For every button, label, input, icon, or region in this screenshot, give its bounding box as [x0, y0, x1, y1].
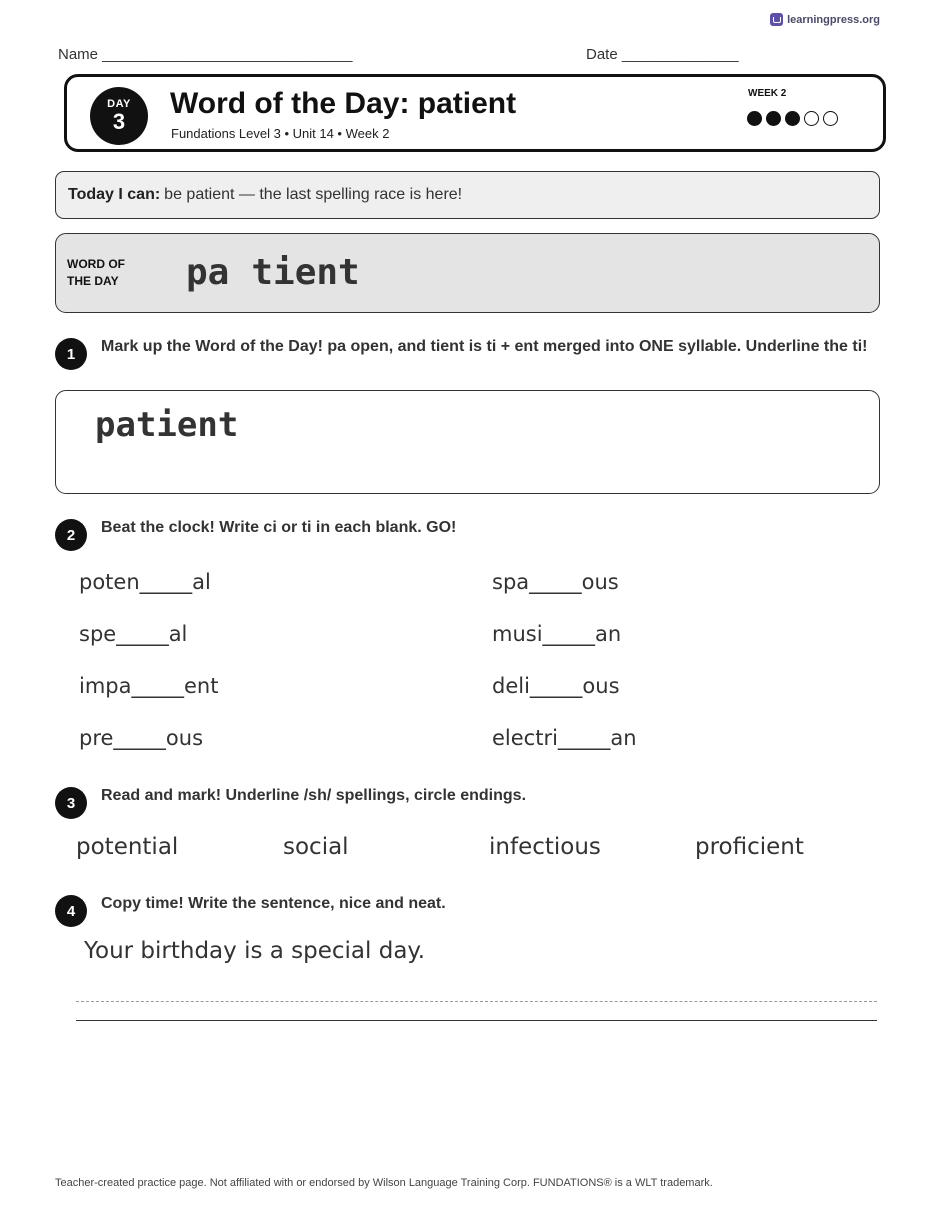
syllable: tient [251, 252, 360, 293]
blank-item: spe_____al [79, 622, 188, 646]
copy-sentence: Your birthday is a special day. [84, 938, 426, 964]
footer-disclaimer: Teacher-created practice page. Not affiliated with or endorsed by Wilson Language Training Corp. FUNDATIONS® is a WLT trademark. [55, 1177, 713, 1189]
learningpress-logo-icon [770, 13, 783, 26]
wotd-label-line: WORD OF [67, 257, 125, 271]
blank-item: electri_____an [492, 726, 637, 750]
word-of-the-day-syllables [186, 252, 360, 293]
page-title: Word of the Day: patient [170, 87, 517, 120]
section-instruction: Read and mark! Underline /sh/ spellings, circle endings. [101, 787, 527, 804]
section-instruction: Copy time! Write the sentence, nice and neat. [101, 895, 446, 912]
day-badge [90, 87, 148, 145]
blank-item: pre_____ous [79, 726, 204, 750]
page-subtitle: Fundations Level 3 • Unit 14 • Week 2 [171, 126, 390, 141]
brand-text: learningpress.org [787, 13, 880, 26]
blank-item: impa_____ent [79, 674, 219, 698]
day-label: DAY [107, 98, 131, 110]
progress-dot [747, 111, 762, 126]
word-of-the-day-label [67, 256, 157, 290]
section-instruction: Mark up the Word of the Day! pa open, and tient is ti + ent merged into ONE syllable. Underline the ti! [101, 338, 868, 355]
section-instruction: Beat the clock! Write ci or ti in each blank. GO! [101, 519, 457, 536]
writing-baseline [76, 1020, 877, 1021]
week-label: WEEK 2 [748, 88, 787, 99]
read-word: potential [76, 834, 179, 860]
section-number: 1 [55, 338, 87, 370]
progress-dot [823, 111, 838, 126]
section-number: 4 [55, 895, 87, 927]
word-of-the-day-box [55, 233, 880, 313]
read-word: infectious [489, 834, 601, 860]
progress-dot [804, 111, 819, 126]
week-progress-dots [747, 111, 838, 126]
today-i-can-box [55, 171, 880, 219]
markup-word: patient [95, 405, 239, 445]
today-lead: Today I can: [68, 186, 161, 203]
today-text: be patient — the last spelling race is here! [164, 186, 463, 203]
progress-dot [766, 111, 781, 126]
syllable: pa [186, 252, 230, 293]
read-word: proficient [695, 834, 804, 860]
section-number: 3 [55, 787, 87, 819]
day-number: 3 [112, 109, 126, 134]
brand-link[interactable] [770, 13, 880, 26]
date-field: Date ______________ [586, 46, 739, 63]
read-word: social [283, 834, 349, 860]
progress-dot [785, 111, 800, 126]
blank-item: musi_____an [492, 622, 622, 646]
blank-item: poten_____al [79, 570, 211, 594]
wotd-label-line: THE DAY [67, 274, 119, 288]
section-number: 2 [55, 519, 87, 551]
blank-item: spa_____ous [492, 570, 619, 594]
writing-guide-dotted [76, 1001, 877, 1002]
name-field: Name ______________________________ [58, 46, 353, 63]
blank-item: deli_____ous [492, 674, 620, 698]
